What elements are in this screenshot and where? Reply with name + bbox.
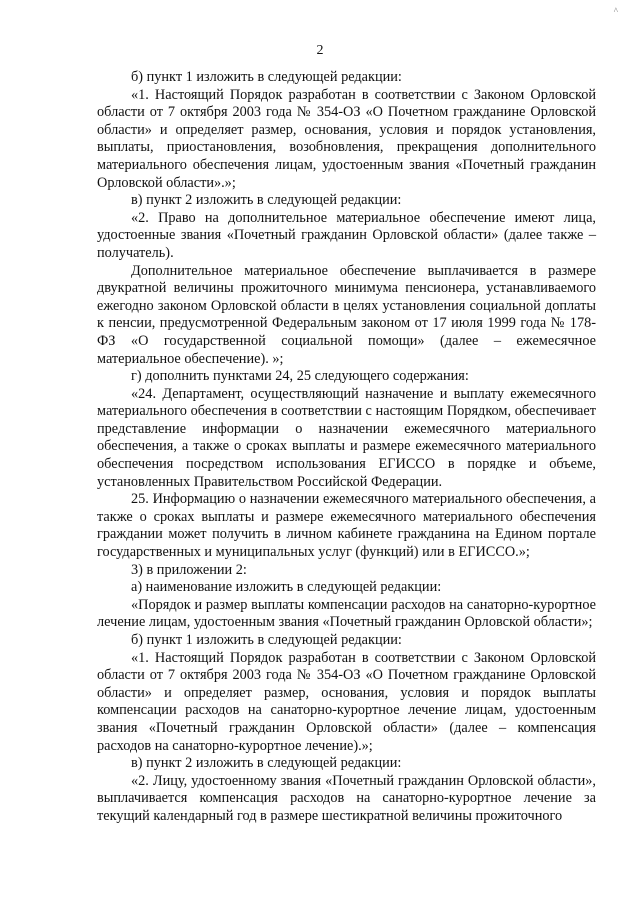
paragraph: б) пункт 1 изложить в следующей редакции: xyxy=(131,69,402,85)
paragraph: а) наименование изложить в следующей редакции: xyxy=(131,579,442,596)
paragraph: 3) в приложении 2: xyxy=(131,561,247,578)
paragraph: «2. Право на дополнительное материальное обеспечение имеют лица, удостоенные звания «Почетный гражданин Орловской области» (далее также – получатель). xyxy=(97,209,596,261)
paragraph: «2. Лицу, удостоенному звания «Почетный гражданин Орловской области», выплачивается компенсация расходов на санаторно-курортное лечение за текущий календарный год в размере шестикратной величины прожиточного xyxy=(97,772,596,824)
paragraph: «1. Настоящий Порядок разработан в соответствии с Законом Орловской области от 7 октября 2003 года № 354-ОЗ «О Почетном гражданине Орловской области» и определяет размер, основания, условия и порядок установления, выплаты, приостановления, возобновления, прекращения дополнительного материального обеспечения лицам, удостоенным звания «Почетный гражданин Орловской области».»; xyxy=(97,86,596,191)
paragraph: 25. Информацию о назначении ежемесячного материального обеспечения, а также о сроках выплаты и размере ежемесячного материального обеспечения граждании может получить в личном кабинете гражданина на Едином портале государственных и муниципальных услуг (функций) или в ЕГИССО.»; xyxy=(97,491,596,561)
paragraph: Дополнительное материальное обеспечение выплачивается в размере двукратной величины прожиточного минимума пенсионера, устанавливаемого ежегодно законом Орловской области в целях установления социальной доплаты к пенсии, предусмотренной Федеральным законом от 17 июля 1999 года № 178-ФЗ «О государственной социальной помощи» (далее – ежемесячное материальное обеспечение). »; xyxy=(97,262,596,367)
corner-mark: ^ xyxy=(613,6,618,16)
page-number: 2 xyxy=(316,43,324,58)
paragraph: «1. Настоящий Порядок разработан в соответствии с Законом Орловской области от 7 октября 2003 года № 354-ОЗ «О Почетном гражданине Орловской области» и определяет размер, основания, условия и порядок выплаты компенсации расходов на санаторно-курортное лечение лицам, удостоенным звания «Почетный гражданин Орловской области» (далее – компенсация расходов на санаторно-курортное лечение).»; xyxy=(97,649,596,754)
paragraph: в) пункт 2 изложить в следующей редакции: xyxy=(131,192,402,209)
paragraph: «24. Департамент, осуществляющий назначение и выплату ежемесячного материального обеспечения в соответствии с настоящим Порядком, обеспечивает представление информации о назначении ежемесячного материального обеспечения, а также о сроках выплаты и размере ежемесячного материального обеспечения посредством использования ЕГИССО в порядке и объеме, установленных Правительством Российской Федерации. xyxy=(97,385,596,490)
paragraph: б) пункт 1 изложить в следующей редакции: xyxy=(131,632,402,648)
paragraph: г) дополнить пунктами 24, 25 следующего содержания: xyxy=(131,368,469,385)
paragraph: в) пункт 2 изложить в следующей редакции: xyxy=(131,755,402,772)
paragraph: «Порядок и размер выплаты компенсации расходов на санаторно-курортное лечение лицам, удостоенным звания «Почетный гражданин Орловской области»; xyxy=(97,596,596,631)
document-body xyxy=(97,69,596,826)
